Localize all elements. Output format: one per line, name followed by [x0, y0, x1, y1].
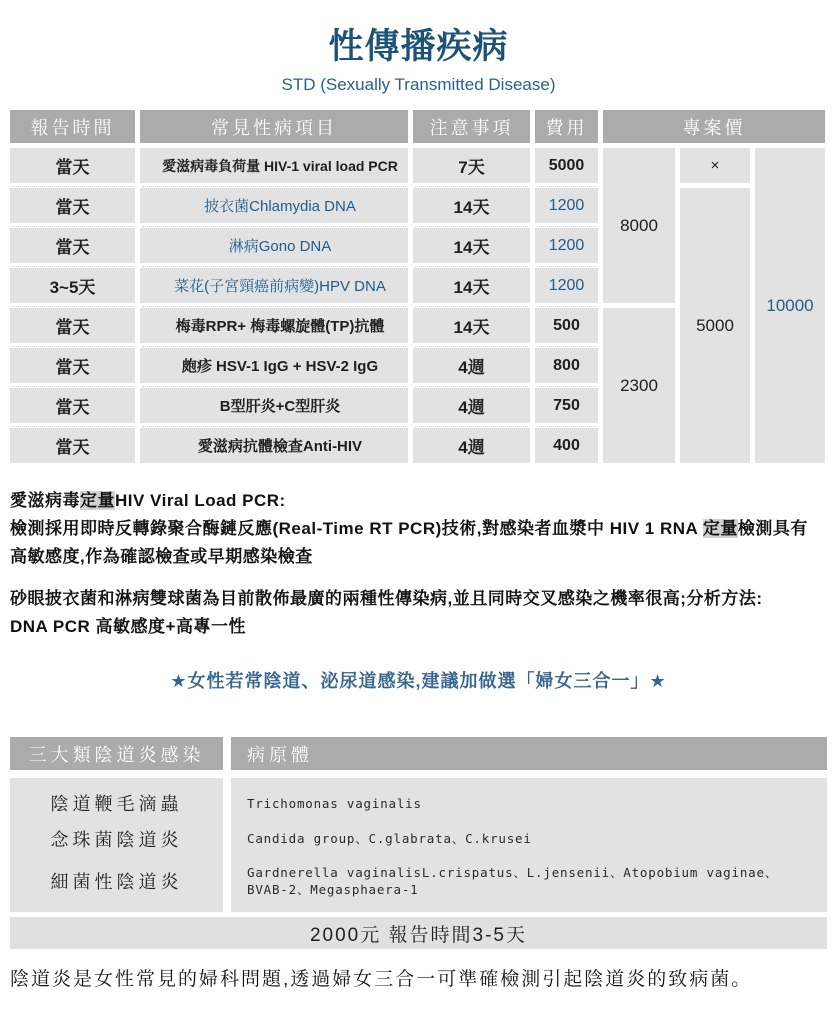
table-row-fee: 500	[535, 308, 598, 343]
vaginitis-category: 細菌性陰道炎	[50, 871, 183, 892]
vaginitis-category: 陰道鞭毛滴蟲	[50, 794, 183, 814]
table-row-fee: 400	[535, 428, 598, 463]
table-row-fee: 750	[535, 388, 598, 423]
table-row-time: 當天	[10, 348, 135, 383]
package-group2-price: 2300	[603, 308, 675, 463]
header-notes: 注意事項	[413, 110, 530, 143]
table-row-time: 當天	[10, 148, 135, 183]
chlamydia-gono-line1: 砂眼披衣菌和淋病雙球菌為目前散佈最廣的兩種性傳染病,並且同時交叉感染之機率很高;分析方法:	[10, 589, 763, 608]
pathogen-column	[231, 778, 827, 912]
vaginitis-table	[10, 737, 827, 912]
table-row-time: 當天	[10, 228, 135, 263]
pathogen-entry	[231, 784, 827, 822]
package-group1-price: 8000	[603, 148, 675, 303]
hiv-pcr-paragraph-title	[10, 487, 827, 515]
table-row-time: 當天	[10, 428, 135, 463]
triple-test-price-bar: 2000元 報告時間3-5天	[10, 917, 827, 949]
table-row-item: 菜花(子宮頸癌前病變)HPV DNA	[140, 268, 408, 303]
highlighted-text: 定量	[80, 491, 115, 510]
table-row-note: 14天	[413, 268, 530, 303]
table-row-item: 梅毒RPR+ 梅毒螺旋體(TP)抗體	[140, 308, 408, 343]
table-row-fee: 1200	[535, 228, 598, 263]
vaginitis-category: 念珠菌陰道炎	[50, 829, 183, 850]
table-row-fee: 1200	[535, 268, 598, 303]
table-row-note: 4週	[413, 428, 530, 463]
pathogen-line: Trichomonas vaginalis	[247, 795, 422, 811]
table-row-fee: 800	[535, 348, 598, 383]
package-total-price: 10000	[755, 148, 825, 463]
hiv-pcr-paragraph-line3: 高敏感度,作為確認檢查或早期感染檢查	[10, 547, 313, 566]
paragraph-text: 檢測具有	[737, 519, 808, 538]
hiv-pcr-paragraph	[10, 487, 827, 571]
paragraph-text: 愛滋病毒	[10, 491, 80, 510]
table-row-note: 14天	[413, 228, 530, 263]
paragraph-text: 檢測採用即時反轉錄聚合酶鏈反應(Real-Time RT PCR)技術,對感染者血漿中 HIV 1 RNA	[10, 519, 703, 538]
table-row-time: 3~5天	[10, 268, 135, 303]
table-row-note: 4週	[413, 388, 530, 423]
table-row-time: 當天	[10, 388, 135, 423]
vaginitis-category-column	[10, 778, 223, 912]
paragraph-text: HIV Viral Load PCR:	[115, 491, 286, 510]
package-not-available-mark: ×	[680, 148, 750, 183]
table-row-fee: 1200	[535, 188, 598, 223]
pathogen-entry	[231, 822, 827, 855]
header-report-time: 報告時間	[10, 110, 135, 143]
header-fee: 費用	[535, 110, 598, 143]
pathogen-line: Gardnerella vaginalisL.crispatus、L.jensenii、Atopobium vaginae、	[247, 864, 779, 880]
chlamydia-gono-paragraph	[10, 585, 827, 641]
std-price-table	[10, 110, 827, 463]
footer-note: 陰道炎是女性常見的婦科問題,透過婦女三合一可準確檢測引起陰道炎的致病菌。	[10, 969, 753, 990]
table-row-time: 當天	[10, 308, 135, 343]
pathogen-line: Candida group、C.glabrata、C.krusei	[247, 831, 532, 846]
table-row-note: 14天	[413, 188, 530, 223]
header-pathogen: 病原體	[231, 737, 827, 770]
package-combo-price: 5000	[680, 188, 750, 463]
page-subtitle: STD (Sexually Transmitted Disease)	[281, 75, 556, 94]
table-row-note: 7天	[413, 148, 530, 183]
header-item: 常見性病項目	[140, 110, 408, 143]
highlighted-text: 定量	[702, 519, 738, 538]
table-row-item: 淋病Gono DNA	[140, 228, 408, 263]
pathogen-entry	[231, 855, 827, 906]
table-row-item: B型肝炎+C型肝炎	[140, 388, 408, 423]
header-vaginitis-category: 三大類陰道炎感染	[10, 737, 223, 770]
chlamydia-gono-line2: DNA PCR 高敏感度+高專一性	[10, 617, 246, 636]
table-row-fee: 5000	[535, 148, 598, 183]
table-row-time: 當天	[10, 188, 135, 223]
table-row-item: 愛滋病抗體檢查Anti-HIV	[140, 428, 408, 463]
table-row-item: 皰疹 HSV-1 IgG + HSV-2 IgG	[140, 348, 408, 383]
hiv-pcr-paragraph-line2	[10, 515, 827, 543]
table-row-item: 披衣菌Chlamydia DNA	[140, 188, 408, 223]
table-row-note: 14天	[413, 308, 530, 343]
pathogen-line: BVAB-2、Megasphaera-1	[247, 881, 419, 897]
women-triple-test-promo: ★女性若常陰道、泌尿道感染,建議加做選「婦女三合一」★	[170, 671, 667, 691]
table-row-item: 愛滋病毒負荷量 HIV-1 viral load PCR	[140, 148, 408, 183]
header-package-price: 專案價	[603, 110, 825, 143]
table-row-note: 4週	[413, 348, 530, 383]
page-title: 性傳播疾病	[328, 27, 509, 66]
